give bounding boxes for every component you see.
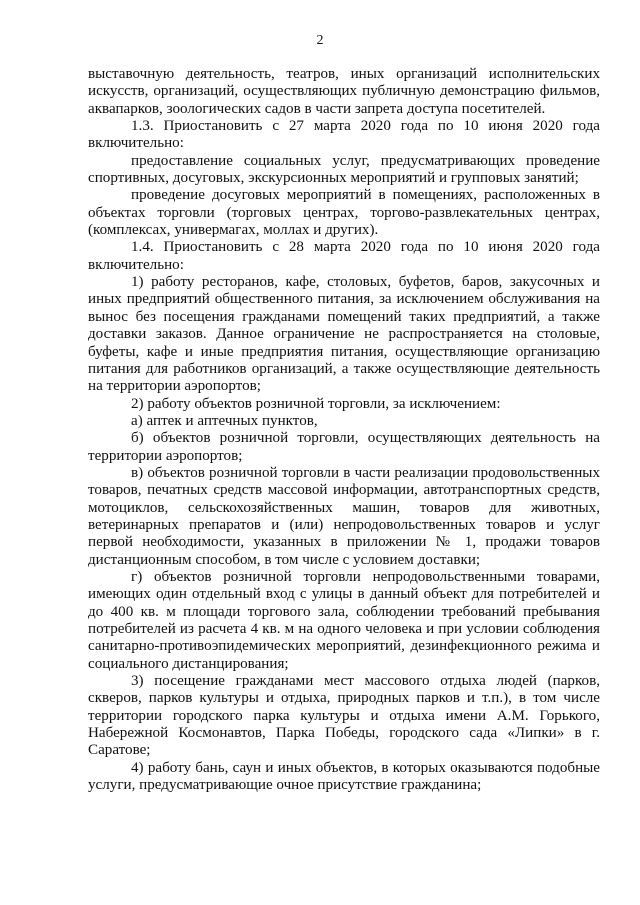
paragraph-item-2v: в) объектов розничной торговли в части реализации продовольственных товаров, печатных средств массовой информации, автотранспортных средств, мотоциклов, сельскохозяйственных машин, товаров для животных, ветеринарных препаратов и (или) непродовольственных товаров и услуг первой необходимости, указанных в приложении № 1, продажи товаров дистанционным способом, в том числе с условием доставки; xyxy=(88,464,600,568)
paragraph-item-2a: а) аптек и аптечных пунктов, xyxy=(131,412,318,429)
paragraph-clause-1-3: 1.3. Приостановить с 27 марта 2020 года по 10 июня 2020 года включительно: xyxy=(88,118,600,152)
paragraph-item-1: 1) работу ресторанов, кафе, столовых, буфетов, баров, закусочных и иных предприятий общественного питания, за исключением обслуживания на вынос без посещения гражданами помещений таких предприятий, а также доставки заказов. Данное ограничение не распространяется на столовые, буфеты, кафе и иные предприятия питания, осуществляющие организацию питания для работников организаций, а также осуществляющие деятельность на территории аэропортов; xyxy=(88,274,600,395)
paragraph-item-2b: б) объектов розничной торговли, осуществляющих деятельность на территории аэропортов; xyxy=(88,430,600,464)
paragraph-item-4: 4) работу бань, саун и иных объектов, в которых оказываются подобные услуги, предусматривающие очное присутствие гражданина; xyxy=(88,759,600,794)
paragraph-social-services: предоставление социальных услуг, предусматривающих проведение спортивных, досуговых, экскурсионных мероприятий и групповых занятий; xyxy=(88,152,600,187)
paragraph-leisure-events: проведение досуговых мероприятий в помещениях, расположенных в объектах торговли (торговых центрах, торгово-развлекательных центрах, (комплексах, универмагах, моллах и других). xyxy=(88,187,600,239)
page-number: 2 xyxy=(316,33,324,48)
paragraph-item-2g: г) объектов розничной торговли непродовольственными товарами, имеющих один отдельный вход с улицы в данный объект для потребителей и до 400 кв. м площади торгового зала, соблюдении требований пребывания потребителей из расчета 4 кв. м на одного человека и при условии соблюдения санитарно-противоэпидемических мероприятий, дезинфекционного режима и социального дистанцирования; xyxy=(88,568,600,672)
paragraph-continuation: выставочную деятельность, театров, иных организаций исполнительских искусств, организаций, осуществляющих публичную демонстрацию фильмов, аквапарков, зоологических садов в части запрета доступа посетителей. xyxy=(88,66,600,117)
document-body xyxy=(88,66,600,794)
paragraph-item-3: 3) посещение гражданами мест массового отдыха людей (парков, скверов, парков культуры и отдыха, природных парков и т.п.), в том числе территории городского парка культуры и отдыха имени А.М. Горького, Набережной Космонавтов, Парка Победы, городского сада «Липки» в г. Саратове; xyxy=(88,673,600,759)
paragraph-clause-1-4: 1.4. Приостановить с 28 марта 2020 года по 10 июня 2020 года включительно: xyxy=(88,239,600,273)
paragraph-item-2: 2) работу объектов розничной торговли, за исключением: xyxy=(131,395,501,412)
